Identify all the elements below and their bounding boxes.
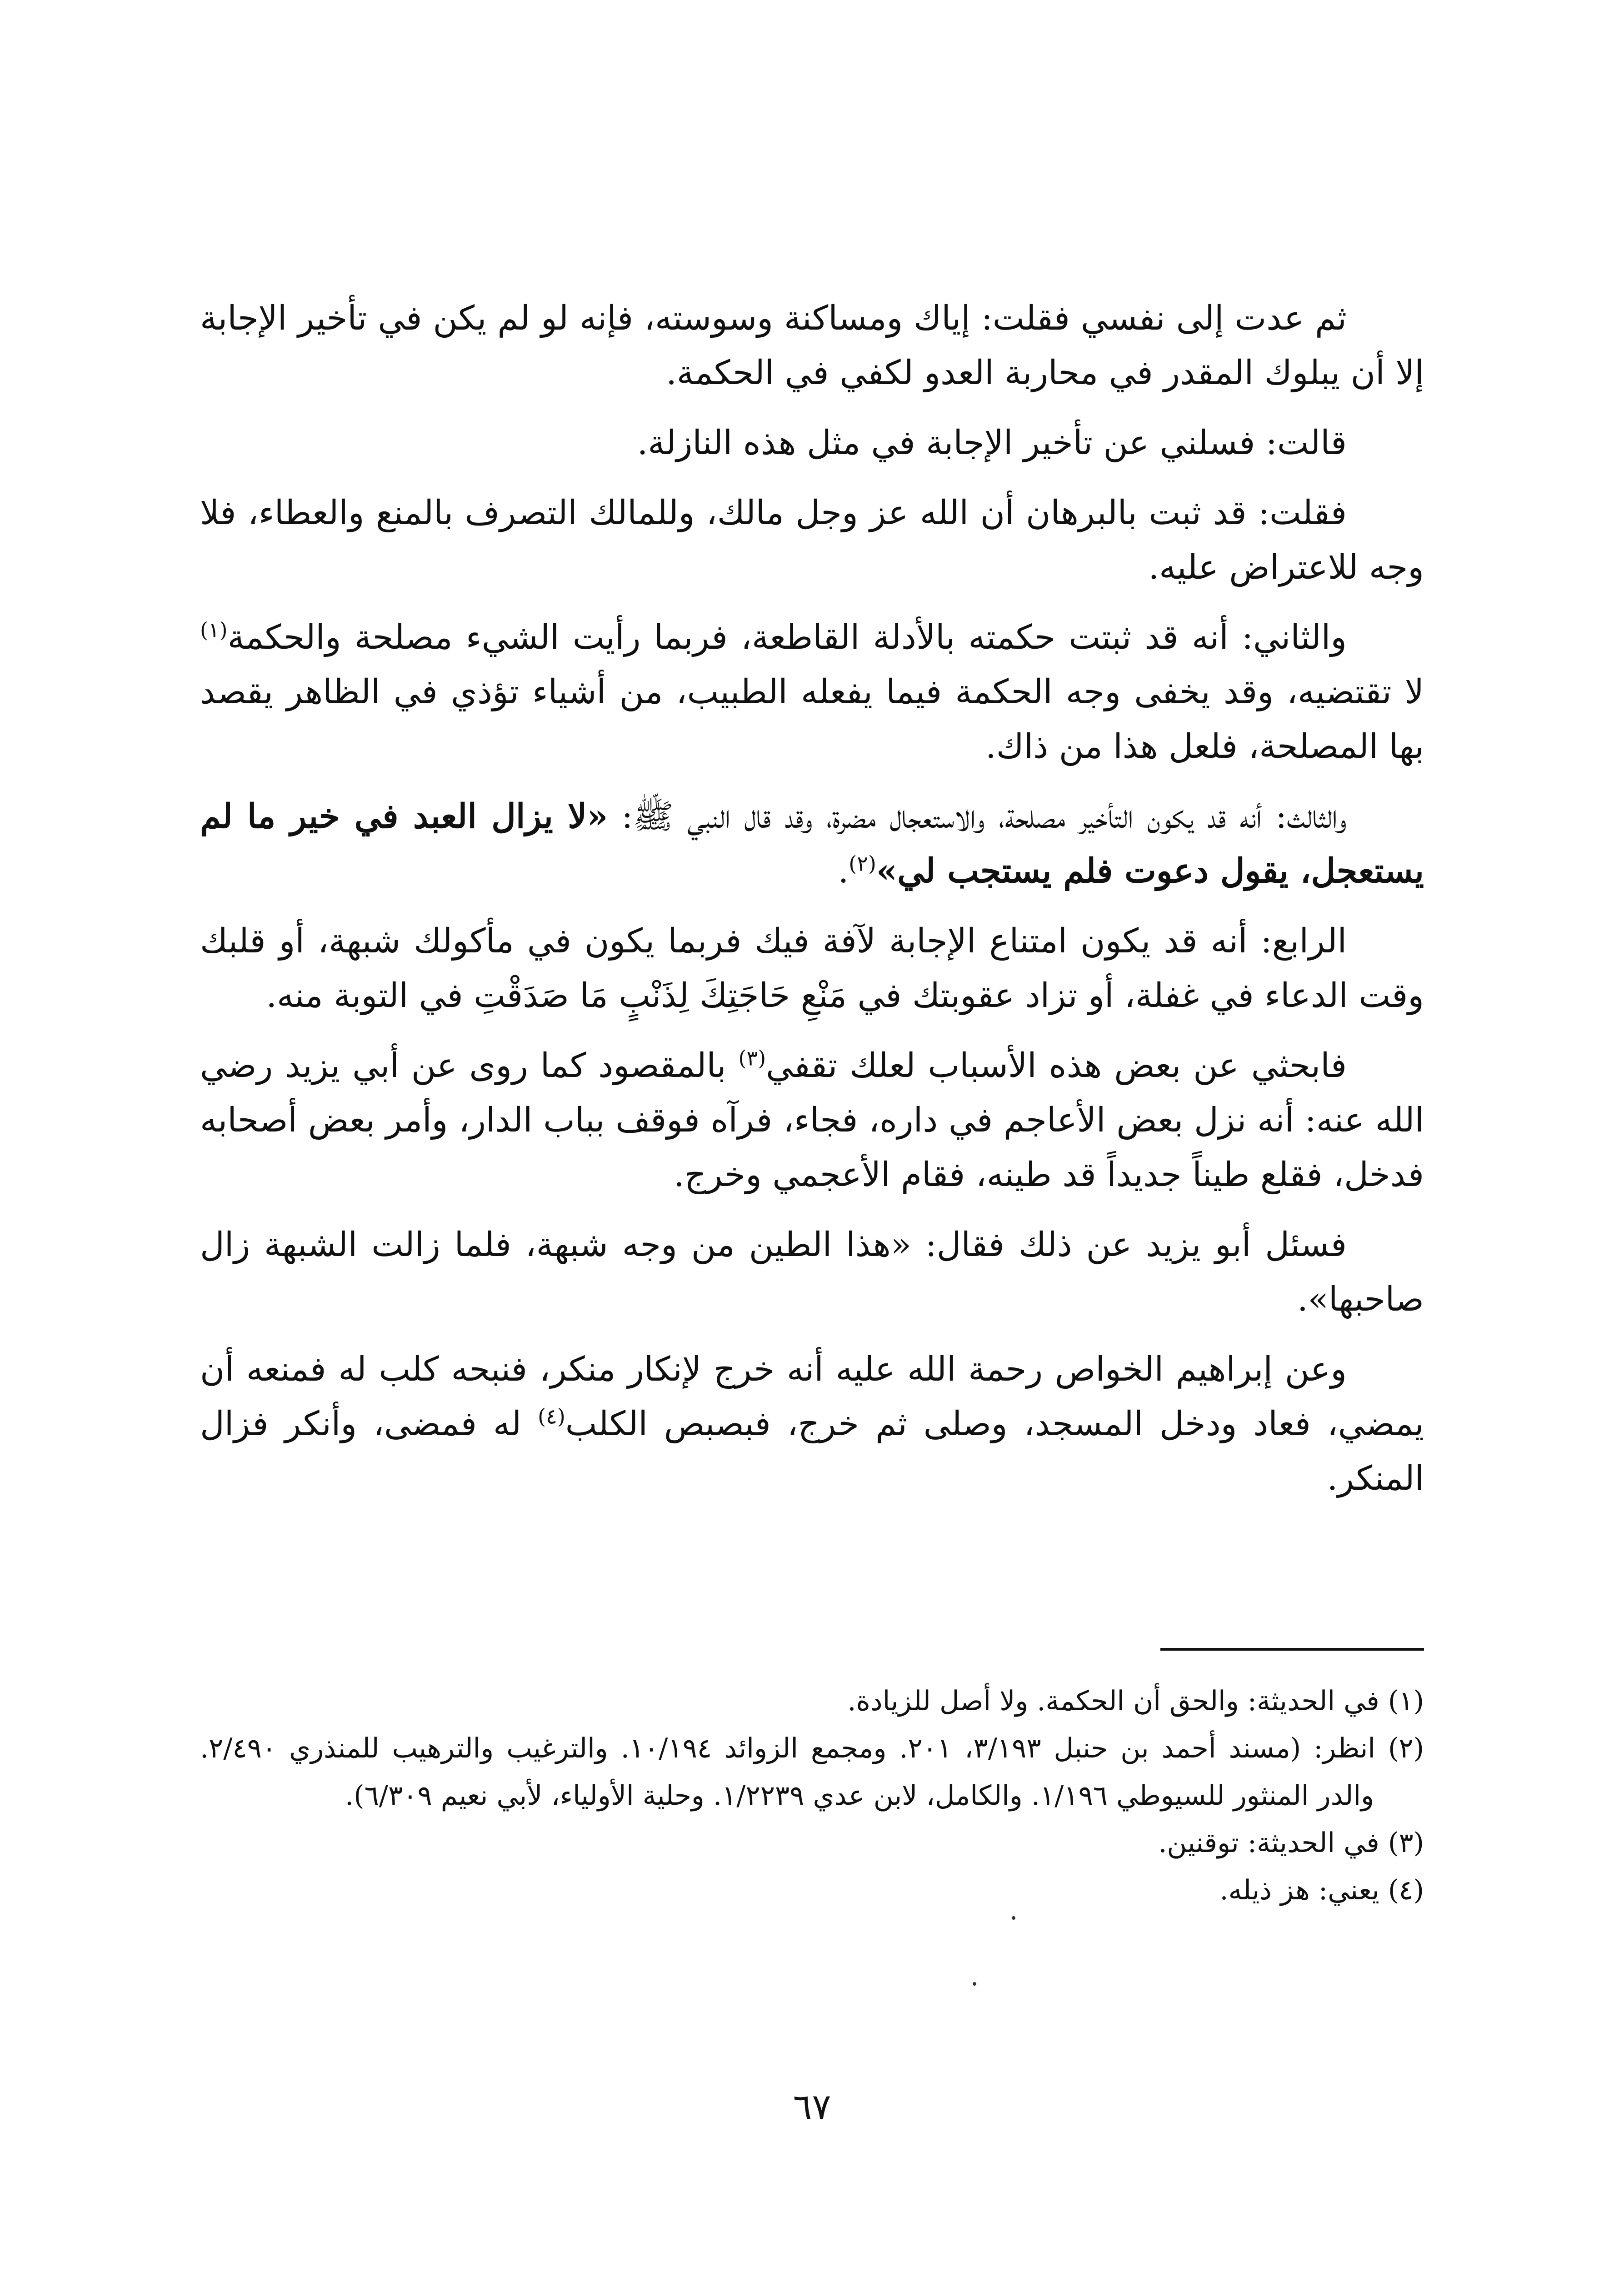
footnote-4: (٤) يعني: هز ذيله. [1219, 1874, 1424, 1906]
paragraph-text: فسئل أبو يزيد عن ذلك فقال: «هذا الطين من وجه شبهة، فلما زالت الشبهة زال صاحبها». [200, 1225, 1424, 1319]
footnote-ref-2: (٢) [849, 851, 876, 876]
paragraph-6 [200, 914, 1424, 1023]
paragraph-text: فقلت: قد ثبت بالبرهان أن الله عز وجل مالك، وللمالك التصرف بالمنع والعطاء، فلا وجه للاعتراض عليه. [200, 493, 1424, 587]
paragraph-1 [200, 291, 1424, 400]
paragraph-text: والثالث: أنه قد يكون التأخير مصلحة، والاستعجال مضرة، وقد قال النبي ﷺ: [608, 797, 1347, 836]
footnote-ref-4: (٤) [538, 1404, 565, 1429]
paragraph-text: لا تقتضيه، وقد يخفى وجه الحكمة فيما يفعله الطبيب، من أشياء تؤذي في الظاهر يقصد بها المصلحة، فلعل هذا من ذاك. [200, 672, 1424, 766]
scan-speck [973, 1982, 976, 1986]
main-text [200, 291, 1424, 1521]
paragraph-7 [200, 1038, 1424, 1202]
footnote-1: (١) في الحديثة: والحق أن الحكمة. ولا أصل للزيادة. [847, 1685, 1424, 1717]
footnotes [200, 1677, 1424, 1914]
scan-speck [1012, 1916, 1015, 1920]
paragraph-4 [200, 610, 1424, 774]
paragraph-9 [200, 1342, 1424, 1506]
paragraph-text: . [838, 851, 849, 891]
paragraph-text: قالت: فسلني عن تأخير الإجابة في مثل هذه النازلة. [637, 423, 1347, 462]
paragraph-text: له فمضى، وأنكر فزال المنكر. [200, 1404, 1424, 1498]
paragraph-5 [200, 789, 1424, 898]
page-number: ٦٧ [793, 2087, 831, 2128]
hadith-quote: «لا يزال العبد في خير ما لم يستعجل، يقول دعوت فلم يستجب لي» [200, 797, 1424, 891]
footnote-2: (٢) انظر: (مسند أحمد بن حنبل ٣/١٩٣، ٢٠١. ومجمع الزوائد ١٠/١٩٤. والترغيب والترهيب للمنذري ٢/٤٩٠. والدر المنثور للسيوطي ١/١٩٦. والكامل، لابن عدي ١/٢٢٣٩. وحلية الأولياء، لأبي نعيم ٦/٣٠٩). [200, 1732, 1424, 1812]
paragraph-text: وعن إبراهيم الخواص رحمة الله عليه أنه خرج لإنكار منكر، فنبحه كلب له فمنعه أن يمضي، فعاد ودخل المسجد، وصلى ثم خرج، فبصبص الكلب [200, 1350, 1424, 1443]
footnote-ref-3: (٣) [738, 1046, 766, 1071]
paragraph-8 [200, 1217, 1424, 1327]
paragraph-text: فابحثي عن بعض هذه الأسباب لعلك تقفي [766, 1046, 1347, 1085]
footnote-ref-1: (١) [200, 617, 228, 642]
footnote-3: (٣) في الحديثة: توقنين. [1158, 1827, 1424, 1859]
paragraph-text: بالمقصود كما روى عن أبي يزيد رضي الله عنه: أنه نزل بعض الأعاجم في داره، فجاء، فرآه فوقف بباب الدار، وأمر بعض أصحابه فدخل، فقلع طيناً جديداً قد طينه، فقام الأعجمي وخرج. [200, 1046, 1424, 1194]
paragraph-3 [200, 486, 1424, 595]
paragraph-text: الرابع: أنه قد يكون امتناع الإجابة لآفة فيك فربما يكون في مأكولك شبهة، أو قلبك وقت الدعاء في غفلة، أو تزاد عقوبتك في مَنْعِ حَاجَتِكَ لِذَنْبٍ مَا صَدَقْتِ في التوبة منه. [200, 921, 1424, 1015]
paragraph-2 [200, 416, 1424, 470]
paragraph-text: ثم عدت إلى نفسي فقلت: إياك ومساكنة وسوسته، فإنه لو لم يكن في تأخير الإجابة إلا أن يبلوك المقدر في محاربة العدو لكفي في الحكمة. [200, 299, 1424, 392]
paragraph-text: والثاني: أنه قد ثبتت حكمته بالأدلة القاطعة، فربما رأيت الشيء مصلحة والحكمة [227, 618, 1347, 657]
footnote-separator [1160, 1648, 1424, 1651]
